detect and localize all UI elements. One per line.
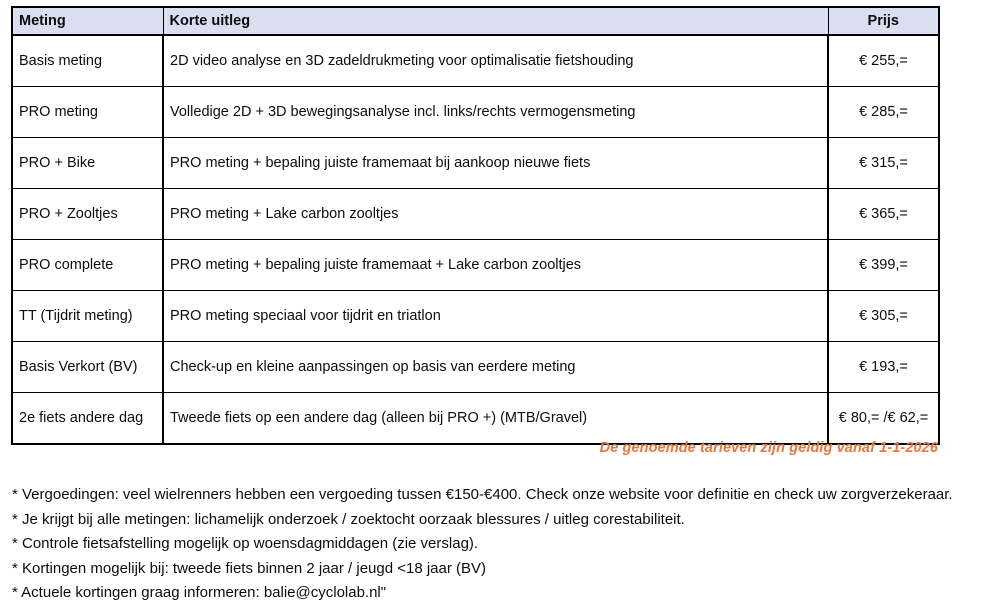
table-row — [12, 189, 939, 240]
cell-meting: PRO meting — [12, 87, 163, 138]
cell-prijs: € 315,= — [828, 138, 939, 189]
cell-prijs: € 285,= — [828, 87, 939, 138]
cell-meting: Basis Verkort (BV) — [12, 342, 163, 393]
cell-uitleg: PRO meting + Lake carbon zooltjes — [163, 189, 828, 240]
table-row — [12, 87, 939, 138]
pricing-table — [11, 6, 940, 445]
cell-meting: Basis meting — [12, 35, 163, 87]
column-header-uitleg: Korte uitleg — [163, 7, 828, 35]
cell-prijs: € 305,= — [828, 291, 939, 342]
cell-uitleg: PRO meting + bepaling juiste framemaat bij aankoop nieuwe fiets — [163, 138, 828, 189]
cell-uitleg: 2D video analyse en 3D zadeldrukmeting voor optimalisatie fietshouding — [163, 35, 828, 87]
validity-note: De genoemde tarieven zijn geldig vanaf 1-1-2026 — [599, 440, 938, 456]
cell-uitleg: Check-up en kleine aanpassingen op basis van eerdere meting — [163, 342, 828, 393]
cell-uitleg: Tweede fiets op een andere dag (alleen bij PRO +) (MTB/Gravel) — [163, 393, 828, 445]
table-row — [12, 291, 939, 342]
note-line: * Kortingen mogelijk bij: tweede fiets binnen 2 jaar / jeugd <18 jaar (BV) — [12, 559, 487, 577]
column-header-prijs: Prijs — [828, 7, 939, 35]
column-header-meting: Meting — [12, 7, 163, 35]
table-row — [12, 240, 939, 291]
cell-prijs: € 365,= — [828, 189, 939, 240]
table-row — [12, 393, 939, 445]
table-row — [12, 35, 939, 87]
cell-prijs: € 80,= /€ 62,= — [828, 393, 939, 445]
cell-prijs: € 255,= — [828, 35, 939, 87]
note-line: * Je krijgt bij alle metingen: lichamelijk onderzoek / zoektocht oorzaak blessures / uitleg corestabiliteit. — [12, 510, 685, 528]
cell-meting: PRO + Zooltjes — [12, 189, 163, 240]
note-line: * Actuele kortingen graag informeren: balie@cyclolab.nl" — [12, 584, 387, 601]
cell-meting: TT (Tijdrit meting) — [12, 291, 163, 342]
cell-uitleg: PRO meting + bepaling juiste framemaat + Lake carbon zooltjes — [163, 240, 828, 291]
table-header-row — [12, 7, 939, 35]
note-line: * Vergoedingen: veel wielrenners hebben een vergoeding tussen €150-€400. Check onze website voor definitie en check uw zorgverzekeraar. — [12, 486, 953, 503]
cell-meting: PRO complete — [12, 240, 163, 291]
table-row — [12, 342, 939, 393]
cell-meting: 2e fiets andere dag — [12, 393, 163, 445]
cell-prijs: € 193,= — [828, 342, 939, 393]
cell-meting: PRO + Bike — [12, 138, 163, 189]
cell-prijs: € 399,= — [828, 240, 939, 291]
cell-uitleg: Volledige 2D + 3D bewegingsanalyse incl. links/rechts vermogensmeting — [163, 87, 828, 138]
notes-list — [12, 483, 987, 606]
table-body — [12, 35, 939, 444]
table-row — [12, 138, 939, 189]
table-header — [12, 7, 939, 35]
note-line: * Controle fietsafstelling mogelijk op woensdagmiddagen (zie verslag). — [12, 535, 479, 552]
cell-uitleg: PRO meting speciaal voor tijdrit en triatlon — [163, 291, 828, 342]
